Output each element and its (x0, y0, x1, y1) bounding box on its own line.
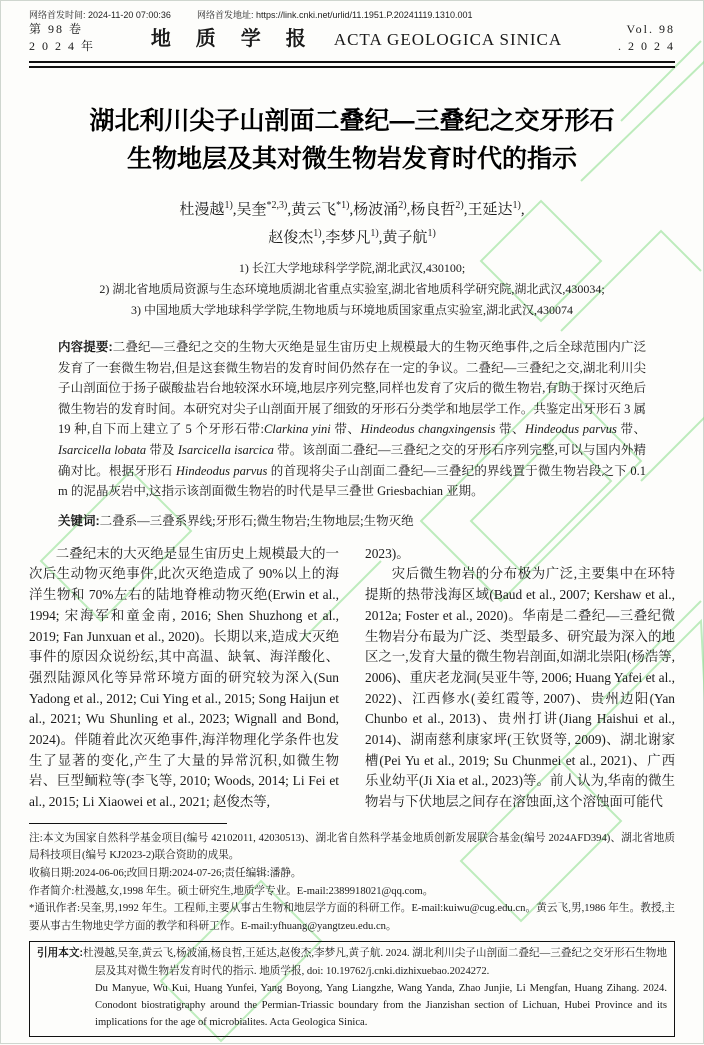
body-paragraph-1: 二叠纪末的大灭绝是显生宙历史上规模最大的一次后生动物灭绝事件,此次灭绝造成了 90%以上的海洋生物和 70%左右的陆地脊椎动物灭绝(Erwin et al., 1994; 宋海军和童金南, 2016; Shen Shuzhong et al., 2019; Fan Junxuan et al., 2020)。长期以来,造成大灭绝事件的原因众说纷纭,其中高温、缺氧、海洋酸化、强烈陆源风化等异常环境方面的研究较为深入(Sun Yadong et al., 2012; Cui Ying et al., 2015; Song Haijun et al., 2021; Wu Shunling et al., 2023; Wignall and Bond, 2024)。伴随着此次灭绝事件,海洋物理化学条件也发生了显著的变化,产生了大量的异常沉积,如微生物岩、巨型鲕粒等(李飞等, 2010; Woods, 2014; Li Fei et al., 2015; Li Xiaowei et al., 2021; 赵俊杰等, (29, 545, 339, 810)
affiliation-3: 3) 中国地质大学地球科学学院,生物地质与环境地质国家重点实验室,湖北武汉,430074 (131, 303, 573, 317)
page-content (1, 1, 703, 1037)
volume-cn-line2: 2 0 2 4 年 (29, 39, 96, 53)
abstract-text: 二叠纪—三叠纪之交的生物大灭绝是显生宙历史上规模最大的生物灭绝事件,之后全球范围内广泛发育了一套微生物岩,但是这套微生物岩的发育时间仍然存在一定的争议。二叠纪—三叠纪之交,湖北利川尖子山剖面位于扬子碳酸盐岩台地较深水环境,地层序列完整,同样也发育了灾后的微生物岩,有助于探讨灭绝后微生物岩的发育时间。本研究对尖子山剖面开展了细致的牙形石分类学和地层学工作。共鉴定出牙形石 3 属 19 种,自下而上建立了 5 个牙形石带:Clarkina yini 带、Hindeodus changxingensis 带、Hindeodus parvus 带、Isarcicella lobata 带及 Isarcicella isarcica 带。该剖面二叠纪—三叠纪之交的牙形石序列完整,可以与国内外精确对比。根据牙形石 Hindeodus parvus 的首现将尖子山剖面二叠纪—三叠纪的界线置于微生物岩段之下 0.1 m 的泥晶灰岩中,这指示该剖面微生物岩的时代是早三叠世 Griesbachian 亚期。 (58, 340, 646, 499)
prepub-info (29, 8, 675, 21)
body-columns (29, 544, 675, 813)
affiliation-2: 2) 湖北省地质局资源与生态环境地质湖北省重点实验室,湖北省地质科学研究院,湖北武汉,430034; (99, 282, 605, 296)
body-paragraph-2: 灾后微生物岩的分布极为广泛,主要集中在环特提斯的热带浅海区域(Baud et al., 2007; Kershaw et al., 2012a; Foster et al., 2020)。华南是二叠纪—三叠纪微生物岩分布最为广泛、类型最多、研究最为深入的地区之一,发育大量的微生物岩剖面,如湖北崇阳(杨浩等, 2006)、重庆老龙洞(吴亚牛等, 2006; Huang Yafei et al., 2022)、江西修水(姜红霞等, 2007)、贵州边阳(Yan Chunbo et al., 2013)、贵州打讲(Jiang Haishui et al., 2014)、湖南慈利康家坪(王钦贤等, 2009)、湖北谢家槽(Pei Yu et al., 2019; Su Chunmei et al., 2021)、广西乐业幼平(Ji Xia et al., 2023)等。前人认为,华南的微生物岩与下伏地层之间存在溶蚀面,这个溶蚀面可能代 (365, 566, 675, 810)
body-paragraph-1-continued: 2023)。 (365, 545, 410, 561)
citation-chinese (37, 945, 667, 979)
affiliation-1: 1) 长江大学地球科学学院,湖北武汉,430100; (238, 261, 466, 275)
prepub-time-label: 网络首发时间: (29, 10, 86, 20)
footnote-divider (29, 823, 227, 824)
volume-en-line2: . 2 0 2 4 (618, 39, 675, 53)
prepub-url-link[interactable]: https://link.cnki.net/urlid/11.1951.P.20241119.1310.001 (255, 10, 473, 20)
footnote-corresponding-author: *通讯作者:吴奎,男,1992 年生。工程师,主要从事古生物和地层学方面的科研工作。E-mail:kuiwu@cug.edu.cn。黄云飞,男,1986 年生。教授,主要从事古生物地史学方面的教学和科研工作。E-mail:yfhuang@yangtzeu.edu.cn。 (29, 903, 675, 932)
author-list (29, 194, 675, 250)
citation-english: Du Manyue, Wu Kui, Huang Yunfei, Yang Boyong, Yang Liangzhe, Wang Yanda, Zhao Junjie, Li Mengfan, Huang Zihang. 2024. Conodont biostratigraphy around the Permian-Triassic boundary from the Jianzishan section of Lichuan, Hubei Province and its implications for the age of microbialites. Acta Geologica Sinica. (95, 982, 667, 1029)
masthead (29, 21, 675, 55)
prepub-time-value: 2024-11-20 07:00:36 (88, 10, 171, 20)
prepub-url-label: 网络首发地址: (196, 10, 254, 20)
keywords (58, 511, 646, 531)
citation-chinese-text: 杜漫越,吴奎,黄云飞,杨波涌,杨良哲,王延达,赵俊杰,李梦凡,黄子航. 2024. 湖北利川尖子山剖面二叠纪—三叠纪之交牙形石生物地层及其对微生物岩发育时代的指示. 地质学报, doi: 10.19762/j.cnki.dizhixuebao.2024272. (83, 948, 667, 977)
left-column (29, 544, 339, 813)
journal-name-en: ACTA GEOLOGICA SINICA (333, 30, 563, 49)
author-line-1: 杜漫越$^{1)}$,吴奎$^{*2,3)}$,黄云飞$^{*1)}$,杨波涌$^{2)}$,杨良哲$^{2)}$,王延达$^{1)}$, (179, 200, 525, 218)
volume-cn (29, 21, 95, 55)
article-title-line2: 生物地层及其对微生物岩发育时代的指示 (126, 145, 577, 173)
footnote-funding: 注:本文为国家自然科学基金项目(编号 42102011, 42030513)、湖北省自然科学基金地质创新发展联合基金(编号 2024AFD394)、湖北省地质局科技项目(编号 KJ2023-2)联合资助的成果。 (29, 832, 675, 862)
keywords-label: 关键词: (58, 513, 100, 528)
prepub-time (29, 8, 171, 21)
journal-name (95, 21, 618, 51)
journal-name-cn: 地 质 学 报 (150, 28, 316, 50)
volume-en-line1: Vol. 98 (626, 22, 675, 36)
right-column (365, 544, 675, 813)
author-line-2: 赵俊杰$^{1)}$,李梦凡$^{1)}$,黄子航$^{1)}$ (268, 228, 436, 246)
keywords-text: 二叠系—三叠系界线;牙形石;微生物岩;生物地层;生物灭绝 (99, 513, 414, 528)
prepub-url-wrap (197, 8, 473, 21)
footnote-dates: 收稿日期:2024-06-06;改回日期:2024-07-26;责任编辑:潘静。 (29, 868, 302, 880)
article-title-line1: 湖北利川尖子山剖面二叠纪—三叠纪之交牙形石 (89, 107, 615, 135)
citation-content (37, 945, 667, 1031)
citation-box (29, 941, 675, 1037)
footnotes (29, 830, 675, 936)
article-title (29, 102, 675, 178)
citation-label: 引用本文: (37, 947, 83, 960)
header-divider (29, 61, 675, 68)
abstract-label: 内容提要: (58, 340, 113, 354)
footnote-author-bio: 作者简介:杜漫越,女,1998 年生。硕士研究生,地质学专业。E-mail:2389918021@qq.com。 (29, 885, 434, 897)
volume-cn-line1: 第 98 卷 (29, 22, 84, 36)
abstract (58, 337, 646, 502)
affiliations (29, 258, 675, 321)
volume-en (618, 21, 675, 55)
